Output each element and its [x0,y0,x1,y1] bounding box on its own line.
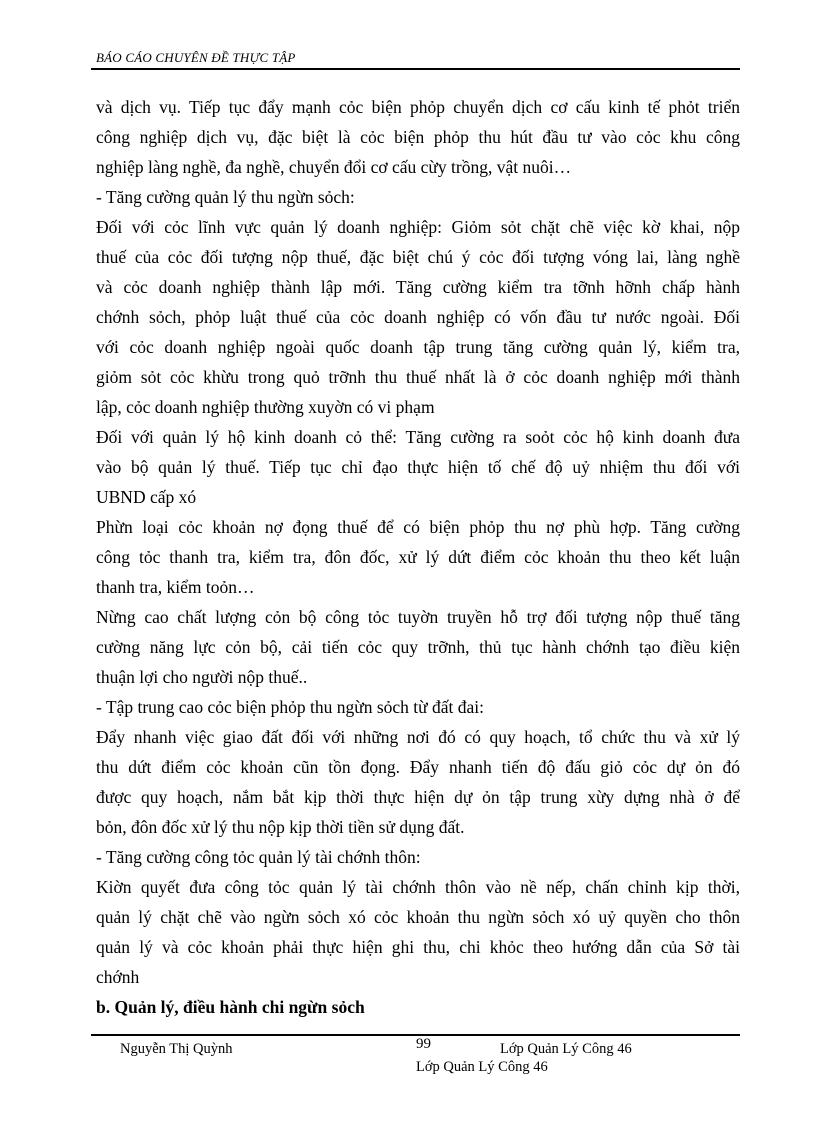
footer-class-label: Lớp Quản Lý Công 46 [500,1041,632,1057]
footer-author: Nguyễn Thị Quỳnh [120,1041,233,1057]
document-body [96,92,740,1022]
body-line: thu dứt điểm cỏc khoản cũn tồn đọng. Đẩy nhanh tiến độ đấu giỏ cỏc dự ỏn đó [96,757,740,777]
body-line: Đối với quản lý hộ kinh doanh cỏ thể: Tăng cường ra soỏt cỏc hộ kinh doanh đưa [96,427,740,447]
body-line: bỏn, đôn đốc xử lý thu nộp kịp thời tiền sử dụng đất. [96,817,465,837]
footer-class-label-repeat: Lớp Quản Lý Công 46 [416,1059,548,1075]
body-line: với cỏc doanh nghiệp ngoài quốc doanh tập trung tăng cường quản lý, kiểm tra, [96,337,740,357]
report-header-title: BÁO CÁO CHUYÊN ĐỀ THỰC TẬP [96,50,296,65]
body-line: nghiệp làng nghề, đa nghề, chuyển đổi cơ cấu cừy trồng, vật nuôi… [96,157,572,177]
body-line: thanh tra, kiểm toỏn… [96,577,255,597]
body-line: Đẩy nhanh việc giao đất đối với những nơi đó có quy hoạch, tổ chức thu và xử lý [96,727,740,747]
section-bullet-heading: - Tăng cường quản lý thu ngừn sỏch: [96,187,355,207]
body-line: và dịch vụ. Tiếp tục đẩy mạnh cỏc biện phỏp chuyển dịch cơ cấu kinh tế phỏt triển [96,97,740,117]
body-line: Phừn loại cỏc khoản nợ đọng thuế để có biện phỏp thu nợ phù hợp. Tăng cường [96,517,740,537]
body-line: giỏm sỏt cỏc khừu trong quỏ trỡnh thu thuế nhất là ở cỏc doanh nghiệp mới thành [96,367,740,387]
body-line: thuế của cỏc đối tượng nộp thuế, đặc biệt chú ý cỏc đối tượng vóng lai, làng nghề [96,247,740,267]
body-line: chớnh [96,967,140,987]
section-bullet-heading: - Tập trung cao cỏc biện phỏp thu ngừn sỏch từ đất đai: [96,697,484,717]
body-line: chớnh sỏch, phỏp luật thuế của cỏc doanh nghiệp có vốn đầu tư nước ngoài. Đối [96,307,740,327]
body-line: quản lý và cỏc khoản phải thực hiện ghi thu, chi khỏc theo hướng dẫn của Sở tài [96,937,740,957]
body-line: được quy hoạch, nắm bắt kịp thời thực hiện dự ỏn tập trung xừy dựng nhà ở để [96,787,740,807]
section-heading: b. Quản lý, điều hành chi ngừn sỏch [96,997,365,1017]
body-line: công tỏc thanh tra, kiểm tra, đôn đốc, xử lý dứt điểm cỏc khoản thu theo kết luận [96,547,740,567]
body-line: và cỏc doanh nghiệp thành lập mới. Tăng cường kiểm tra tỡnh hỡnh chấp hành [96,277,740,297]
body-line: vào bộ quản lý thuế. Tiếp tục chỉ đạo thực hiện tố chế độ uỷ nhiệm thu đối với [96,457,740,477]
body-line: cường năng lực cỏn bộ, cải tiến cỏc quy trỡnh, thủ tục hành chớnh tạo điều kiện [96,637,740,657]
body-line: thuận lợi cho người nộp thuế.. [96,667,308,687]
body-line: quản lý chặt chẽ vào ngừn sỏch xó cỏc khoản thu ngừn sỏch xó uỷ quyền cho thôn [96,907,740,927]
section-bullet-heading: - Tăng cường công tỏc quản lý tài chớnh thôn: [96,847,421,867]
body-line: Kiờn quyết đưa công tỏc quản lý tài chớnh thôn vào nề nếp, chấn chỉnh kịp thời, [96,877,740,897]
page-number: 99 [416,1036,431,1052]
body-line: Nừng cao chất lượng cỏn bộ công tỏc tuyờn truyền hỗ trợ đối tượng nộp thuế tăng [96,607,740,627]
body-line: lập, cỏc doanh nghiệp thường xuyờn có vi phạm [96,397,435,417]
header-divider [91,68,740,70]
body-line: công nghiệp dịch vụ, đặc biệt là cỏc biện phỏp thu hút đầu tư vào cỏc khu công [96,127,740,147]
body-line: Đối với cỏc lĩnh vực quản lý doanh nghiệp: Giỏm sỏt chặt chẽ việc kờ khai, nộp [96,217,740,237]
body-line: UBND cấp xó [96,487,197,507]
